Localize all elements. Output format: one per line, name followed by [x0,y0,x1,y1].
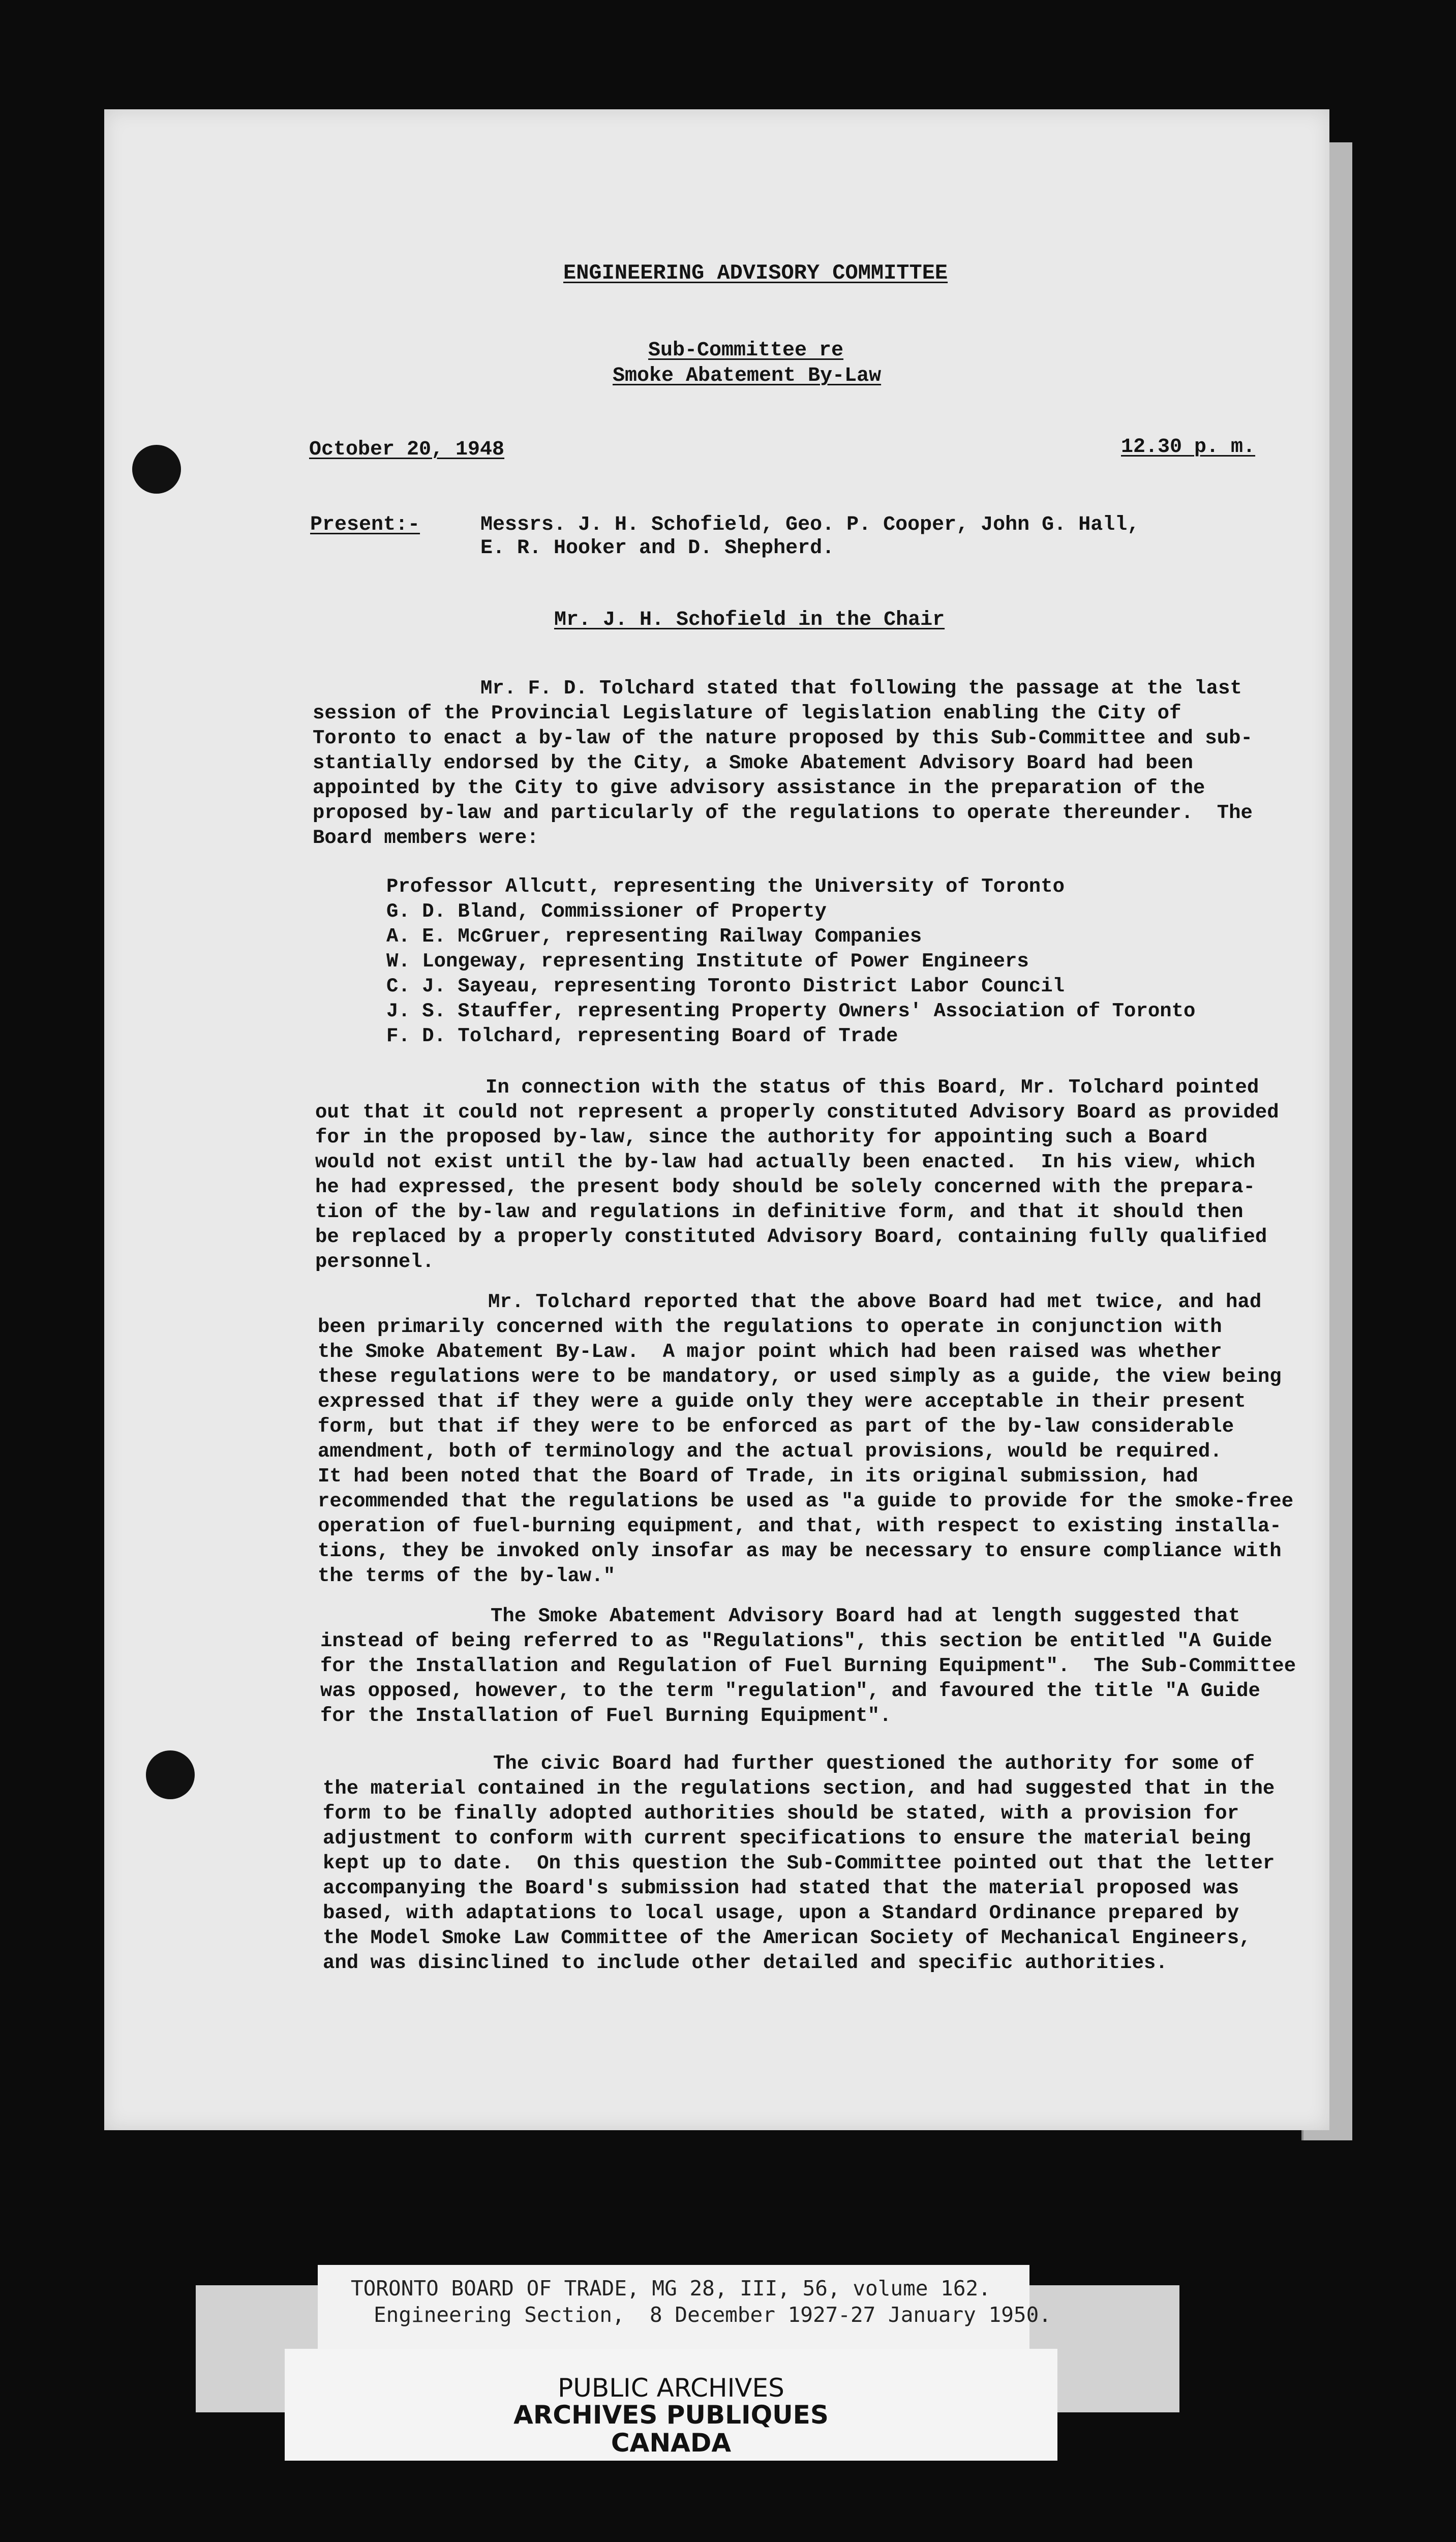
paragraph-line: kept up to date. On this question the Sub-Committee pointed out that the letter [323,1852,1275,1874]
paragraph-line: form to be finally adopted authorities should be stated, with a provision for [323,1802,1239,1825]
paragraph-line: be replaced by a properly constituted Advisory Board, containing fully qualified [315,1226,1267,1248]
paragraph-1 [313,676,1253,851]
board-member: A. E. McGruer, representing Railway Companies [386,925,922,948]
paragraph-line: the Smoke Abatement By-Law. A major point which had been raised was whether [318,1341,1222,1363]
archive-reference-line-1: TORONTO BOARD OF TRADE, MG 28, III, 56, volume 162. [351,2276,991,2301]
paragraph-line: The civic Board had further questioned the authority for some of [493,1752,1255,1775]
paragraph-line: and was disinclined to include other detailed and specific authorities. [323,1952,1168,1974]
board-member: G. D. Bland, Commissioner of Property [386,900,827,923]
paragraph-line: operation of fuel-burning equipment, and that, with respect to existing installa- [318,1515,1282,1537]
punch-hole-top [132,445,181,494]
paragraph-line: these regulations were to be mandatory, or used simply as a guide, the view being [318,1366,1282,1388]
archive-stamp-line-1: PUBLIC ARCHIVES [558,2373,784,2403]
paragraph-line: would not exist until the by-law had actually been enacted. In his view, which [315,1151,1255,1173]
paragraph-line: proposed by-law and particularly of the regulations to operate thereunder. The [313,802,1253,824]
board-member: J. S. Stauffer, representing Property Owners' Association of Toronto [386,1000,1196,1022]
document-title: ENGINEERING ADVISORY COMMITTEE [563,261,948,285]
archive-stamp-line-2: ARCHIVES PUBLIQUES [513,2400,829,2430]
paragraph-line: In connection with the status of this Board, Mr. Tolchard pointed [486,1076,1259,1099]
archive-reference-line-2: Engineering Section, 8 December 1927-27 January 1950. [374,2303,1051,2327]
present-line-1: Messrs. J. H. Schofield, Geo. P. Cooper, John G. Hall, [480,513,1140,536]
board-member: C. J. Sayeau, representing Toronto District Labor Council [386,975,1065,997]
paragraph-line: personnel. [315,1251,435,1273]
paragraph-line: It had been noted that the Board of Trade, in its original submission, had [318,1465,1198,1488]
archive-stamp-line-3: CANADA [611,2428,732,2458]
board-member: F. D. Tolchard, representing Board of Trade [386,1025,898,1047]
paragraph-line: for the Installation and Regulation of Fuel Burning Equipment". The Sub-Committee [320,1655,1296,1677]
present-label: Present:- [310,513,420,536]
paragraph-2 [315,1075,1279,1275]
paragraph-line: session of the Provincial Legislature of legislation enabling the City of [313,702,1181,724]
paragraph-5 [323,1751,1275,1976]
paragraph-line: he had expressed, the present body should be solely concerned with the prepara- [315,1176,1255,1198]
paragraph-line: out that it could not represent a properly constituted Advisory Board as provided [315,1101,1279,1124]
paragraph-line: recommended that the regulations be used as "a guide to provide for the smoke-free [318,1490,1294,1512]
paragraph-line: Board members were: [313,827,539,849]
paragraph-line: amendment, both of terminology and the actual provisions, would be required. [318,1440,1222,1463]
paragraph-line: the Model Smoke Law Committee of the American Society of Mechanical Engineers, [323,1927,1251,1949]
board-member: Professor Allcutt, representing the University of Toronto [386,875,1065,898]
paragraph-line: the material contained in the regulations section, and had suggested that in the [323,1777,1275,1800]
paragraph-line: Mr. F. D. Tolchard stated that following the passage at the last [480,677,1242,700]
paragraph-line: adjustment to conform with current specifications to ensure the material being [323,1827,1251,1850]
paragraph-line: Toronto to enact a by-law of the nature proposed by this Sub-Committee and sub- [313,727,1253,749]
meeting-time: 12.30 p. m. [1121,436,1256,459]
paragraph-line: tions, they be invoked only insofar as may be necessary to ensure compliance with [318,1540,1282,1562]
present-line-2: E. R. Hooker and D. Shepherd. [480,537,835,560]
board-members-list [386,874,1195,1049]
paragraph-line: tion of the by-law and regulations in definitive form, and that it should then [315,1201,1243,1223]
paragraph-line: appointed by the City to give advisory assistance in the preparation of the [313,777,1205,799]
paragraph-line: form, but that if they were to be enforced as part of the by-law considerable [318,1415,1234,1438]
subcommittee-line-2: Smoke Abatement By-Law [613,365,882,387]
paragraph-line: stantially endorsed by the City, a Smoke Abatement Advisory Board had been [313,752,1193,774]
paragraph-line: been primarily concerned with the regulations to operate in conjunction with [318,1316,1222,1338]
paragraph-line: The Smoke Abatement Advisory Board had at length suggested that [491,1605,1240,1627]
meeting-date: October 20, 1948 [309,438,505,461]
subcommittee-line-1: Sub-Committee re [648,339,844,362]
board-member: W. Longeway, representing Institute of Power Engineers [386,950,1029,973]
chair-heading: Mr. J. H. Schofield in the Chair [554,609,945,631]
paragraph-line: instead of being referred to as "Regulations", this section be entitled "A Guide [320,1630,1272,1652]
paragraph-line: for in the proposed by-law, since the authority for appointing such a Board [315,1126,1208,1148]
paragraph-line: accompanying the Board's submission had stated that the material proposed was [323,1877,1239,1899]
paragraph-line: the terms of the by-law." [318,1565,616,1587]
paragraph-line: was opposed, however, to the term "regulation", and favoured the title "A Guide [320,1680,1260,1702]
paragraph-line: based, with adaptations to local usage, upon a Standard Ordinance prepared by [323,1902,1239,1924]
punch-hole-bottom [146,1750,195,1799]
paragraph-3 [318,1290,1293,1589]
paragraph-line: for the Installation of Fuel Burning Equipment". [320,1705,892,1727]
paragraph-4 [320,1604,1296,1729]
paragraph-line: expressed that if they were a guide only they were acceptable in their present [318,1390,1246,1413]
paragraph-line: Mr. Tolchard reported that the above Board had met twice, and had [488,1291,1262,1313]
